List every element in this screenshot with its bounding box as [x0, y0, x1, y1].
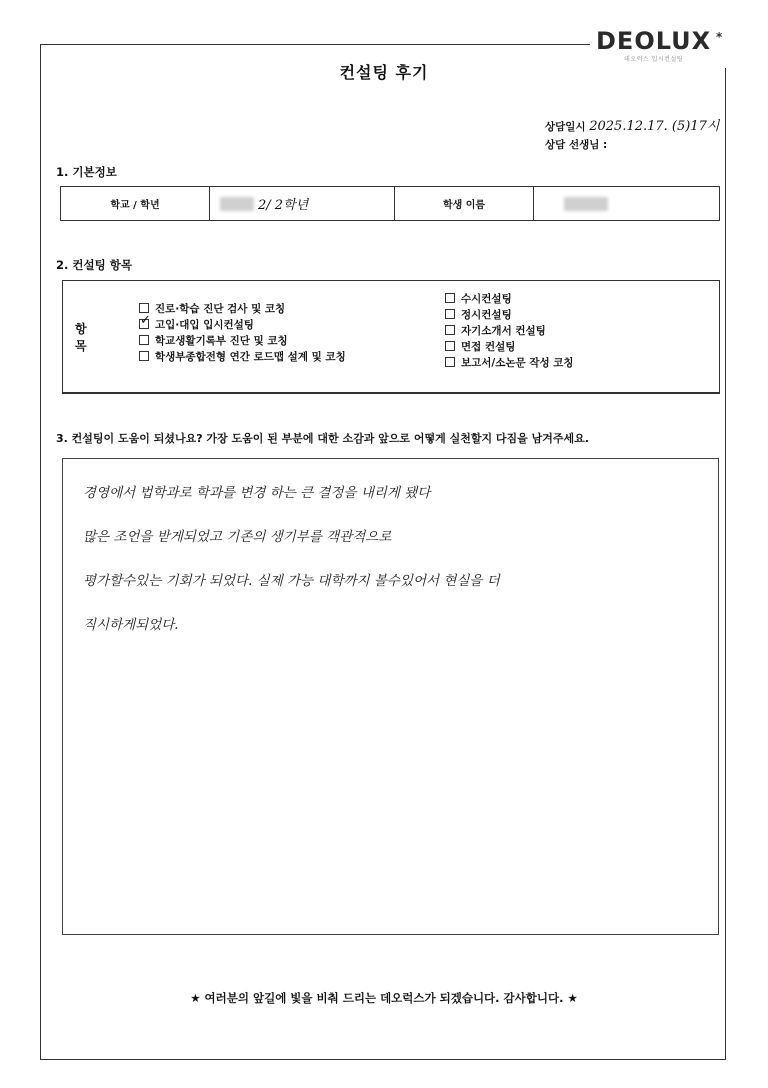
- student-name-value: [534, 187, 720, 221]
- page-title: 컨설팅 후기: [339, 63, 429, 82]
- item-row: [445, 307, 574, 323]
- item-label: 자기소개서 컨설팅: [461, 325, 546, 337]
- item-row: [139, 301, 346, 317]
- checkbox-icon[interactable]: [139, 335, 149, 345]
- item-label: 수시컨설팅: [461, 293, 512, 305]
- section-basic-title: 1. 기본정보: [56, 165, 117, 179]
- review-line: 경영에서 법학과로 학과를 변경 하는 큰 결정을 내리게 됐다: [83, 485, 431, 501]
- checkbox-icon[interactable]: [445, 341, 455, 351]
- basic-info-table: [60, 186, 720, 221]
- school-grade-value: [210, 187, 395, 221]
- section-review-title: 3. 컨설팅이 도움이 되셨나요? 가장 도움이 된 부분에 대한 소감과 앞으로 어떻게 실천할지 다짐을 남겨주세요.: [56, 432, 589, 445]
- review-answer-box[interactable]: [62, 458, 719, 935]
- school-grade-label: 학교 / 학년: [61, 187, 210, 221]
- review-line: 평가할수있는 기회가 되었다. 실제 가능 대학까지 볼수있어서 현실을 더: [83, 573, 500, 589]
- checkbox-icon[interactable]: [445, 357, 455, 367]
- grade-handwriting: 2/ 2학년: [258, 198, 309, 213]
- date-value: 2025.12.17. (5)17시: [589, 119, 720, 134]
- consulting-items-box: [62, 280, 720, 394]
- review-line: 많은 조언을 받게되었고 기존의 생기부를 객관적으로: [83, 529, 392, 545]
- item-label: 보고서/소논문 작성 코칭: [461, 357, 574, 369]
- check-mark-icon: ✓: [140, 313, 151, 328]
- item-row: [139, 349, 346, 365]
- checkbox-icon[interactable]: [445, 293, 455, 303]
- checkbox-icon[interactable]: [139, 351, 149, 361]
- review-line: 직시하게되었다.: [83, 617, 179, 633]
- item-row: [445, 355, 574, 371]
- checkbox-icon[interactable]: [445, 325, 455, 335]
- date-label: 상담일시: [545, 121, 586, 133]
- item-label: 정시컨설팅: [461, 309, 512, 321]
- item-label: 학생부종합전형 연간 로드맵 설계 및 코칭: [155, 351, 346, 363]
- section-items-title: 2. 컨설팅 항목: [56, 258, 132, 272]
- student-name-label: 학생 이름: [395, 187, 534, 221]
- checkbox-icon[interactable]: [445, 309, 455, 319]
- items-left-column: [139, 301, 346, 365]
- item-row: [445, 291, 574, 307]
- item-row: [139, 313, 346, 333]
- items-right-column: [445, 291, 574, 371]
- item-label: 면접 컨설팅: [461, 341, 516, 353]
- items-header: 항 목: [75, 322, 99, 353]
- logo-text: DEOLUX: [596, 27, 712, 55]
- consult-meta: [545, 118, 719, 154]
- item-label: 학교생활기록부 진단 및 코칭: [155, 335, 288, 347]
- item-row: [445, 323, 574, 339]
- footer-message: ★ 여러분의 앞길에 빛을 비춰 드리는 데오럭스가 되겠습니다. 감사합니다. ★: [190, 991, 578, 1005]
- item-label: 진로·학습 진단 검사 및 코칭: [155, 303, 286, 315]
- item-row: [445, 339, 574, 355]
- item-row: [139, 333, 346, 349]
- checkbox-checked-icon[interactable]: [139, 313, 151, 329]
- teacher-label: 상담 선생님 :: [545, 139, 608, 151]
- logo-subtitle: 데오럭스 입시컨설팅: [624, 56, 684, 63]
- redacted-student-name: [564, 197, 608, 211]
- item-label: 고입·대입 입시컨설팅: [155, 319, 254, 331]
- redacted-school: [220, 197, 254, 211]
- checkbox-icon[interactable]: [139, 303, 149, 313]
- logo-star-icon: *: [716, 30, 724, 44]
